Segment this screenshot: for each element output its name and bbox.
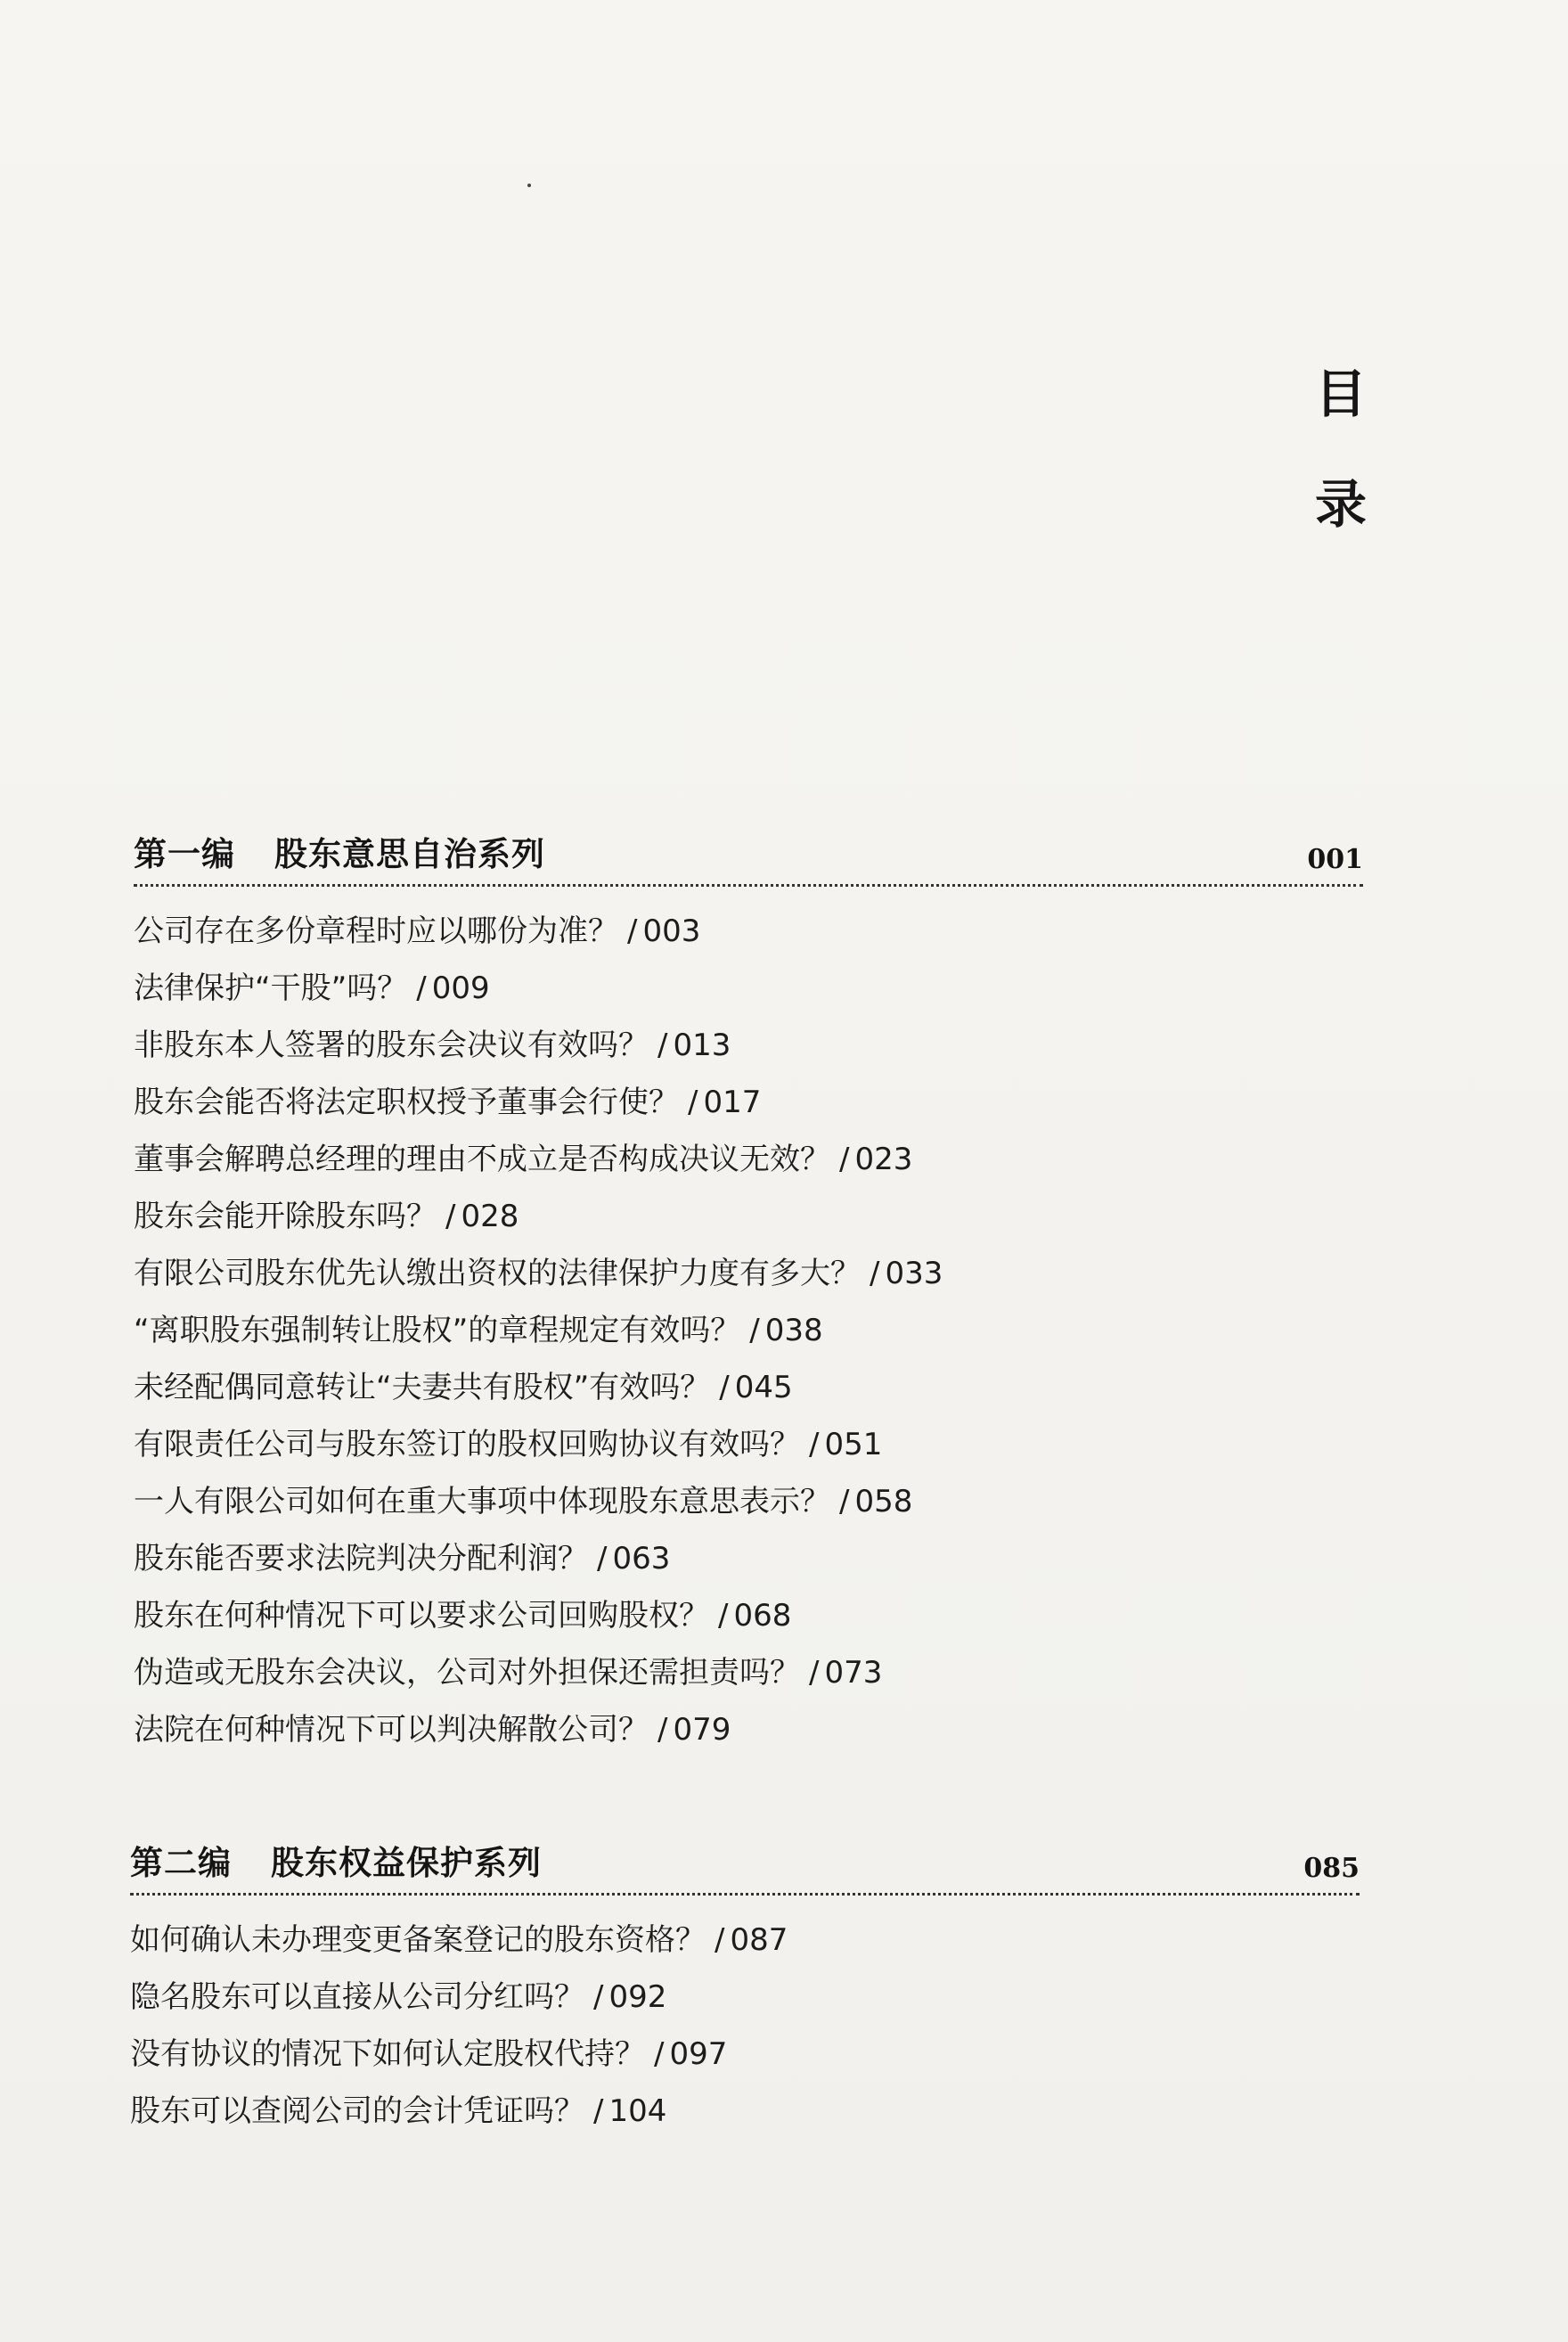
entry-page: 073 bbox=[824, 1655, 883, 1691]
toc-entry[interactable] bbox=[134, 1701, 1363, 1758]
section-title bbox=[134, 827, 545, 875]
toc-entry[interactable] bbox=[134, 1416, 1363, 1473]
toc-entry[interactable] bbox=[130, 1969, 1360, 2026]
toc-entry[interactable] bbox=[134, 1359, 1363, 1416]
toc-entry[interactable] bbox=[134, 1473, 1363, 1530]
entry-separator: / bbox=[749, 1313, 760, 1348]
entry-separator: / bbox=[593, 2093, 604, 2129]
toc-entry[interactable] bbox=[134, 1587, 1363, 1644]
entry-page: 003 bbox=[642, 913, 701, 949]
toc-entry[interactable] bbox=[134, 960, 1363, 1017]
toc-entry[interactable] bbox=[130, 2083, 1360, 2140]
entry-separator: / bbox=[839, 1484, 850, 1519]
entry-separator: / bbox=[719, 1370, 730, 1405]
entry-title: 如何确认未办理变更备案登记的股东资格？ bbox=[130, 1922, 706, 1958]
entry-page: 017 bbox=[703, 1085, 762, 1120]
entry-title: 有限公司股东优先认缴出资权的法律保护力度有多大？ bbox=[134, 1256, 861, 1291]
entry-separator: / bbox=[654, 2036, 665, 2072]
toc-title-char-1: 目 bbox=[1314, 364, 1367, 424]
toc-list bbox=[130, 1912, 1360, 2140]
toc-entry[interactable] bbox=[130, 1912, 1360, 1969]
entry-title: 隐名股东可以直接从公司分红吗？ bbox=[130, 1979, 584, 2015]
entry-separator: / bbox=[657, 1028, 668, 1063]
entry-page: 038 bbox=[764, 1313, 823, 1348]
section-name: 股东意思自治系列 bbox=[274, 835, 545, 873]
toc-entry[interactable] bbox=[134, 1074, 1363, 1131]
entry-page: 013 bbox=[673, 1028, 731, 1063]
section-1 bbox=[134, 827, 1363, 1758]
entry-page: 051 bbox=[824, 1427, 883, 1462]
toc-entry[interactable] bbox=[134, 1530, 1363, 1587]
entry-title: 股东会能否将法定职权授予董事会行使？ bbox=[134, 1085, 679, 1120]
entry-separator: / bbox=[593, 1979, 604, 2015]
entry-separator: / bbox=[657, 1712, 668, 1748]
entry-page: 087 bbox=[730, 1922, 788, 1958]
entry-title: 法律保护“干股”吗？ bbox=[134, 970, 408, 1006]
entry-separator: / bbox=[809, 1427, 820, 1462]
entry-separator: / bbox=[718, 1598, 729, 1634]
dotted-divider bbox=[130, 1893, 1360, 1896]
entry-title: 法院在何种情况下可以判决解散公司？ bbox=[134, 1712, 649, 1748]
entry-page: 068 bbox=[733, 1598, 792, 1634]
toc-title bbox=[1310, 339, 1372, 560]
toc-entry[interactable] bbox=[134, 1245, 1363, 1302]
section-label: 第一编 bbox=[134, 835, 235, 873]
section-page-number: 085 bbox=[1303, 1853, 1360, 1884]
print-speck bbox=[527, 184, 531, 187]
entry-page: 063 bbox=[612, 1541, 671, 1576]
entry-title: 没有协议的情况下如何认定股权代持？ bbox=[130, 2036, 645, 2072]
section-name: 股东权益保护系列 bbox=[271, 1844, 542, 1882]
entry-page: 104 bbox=[608, 2093, 667, 2129]
entry-separator: / bbox=[416, 970, 427, 1006]
section-header bbox=[130, 1836, 1360, 1893]
entry-separator: / bbox=[445, 1199, 456, 1234]
section-page-number: 001 bbox=[1307, 844, 1363, 875]
entry-separator: / bbox=[688, 1085, 698, 1120]
entry-page: 033 bbox=[885, 1256, 943, 1291]
toc-entry[interactable] bbox=[134, 1644, 1363, 1701]
entry-separator: / bbox=[715, 1922, 725, 1958]
entry-title: 有限责任公司与股东签订的股权回购协议有效吗？ bbox=[134, 1427, 800, 1462]
entry-page: 023 bbox=[854, 1142, 913, 1177]
entry-title: 一人有限公司如何在重大事项中体现股东意思表示？ bbox=[134, 1484, 830, 1519]
entry-separator: / bbox=[597, 1541, 608, 1576]
entry-title: 伪造或无股东会决议，公司对外担保还需担责吗？ bbox=[134, 1655, 800, 1691]
entry-title: 未经配偶同意转让“夫妻共有股权”有效吗？ bbox=[134, 1370, 711, 1405]
entry-page: 009 bbox=[431, 970, 490, 1006]
toc-title-char-2: 录 bbox=[1314, 474, 1367, 535]
entry-title: 非股东本人签署的股东会决议有效吗？ bbox=[134, 1028, 649, 1063]
toc-entry[interactable] bbox=[134, 1188, 1363, 1245]
entry-page: 097 bbox=[669, 2036, 728, 2072]
entry-title: 公司存在多份章程时应以哪份为准？ bbox=[134, 913, 618, 949]
toc-entry[interactable] bbox=[134, 1017, 1363, 1074]
entry-separator: / bbox=[809, 1655, 820, 1691]
section-label: 第二编 bbox=[130, 1844, 232, 1882]
section-title bbox=[130, 1836, 542, 1884]
entry-title: 股东会能开除股东吗？ bbox=[134, 1199, 437, 1234]
toc-list bbox=[134, 903, 1363, 1758]
entry-page: 058 bbox=[854, 1484, 913, 1519]
entry-separator: / bbox=[839, 1142, 850, 1177]
toc-entry[interactable] bbox=[130, 2026, 1360, 2083]
entry-title: 股东能否要求法院判决分配利润？ bbox=[134, 1541, 588, 1576]
toc-entry[interactable] bbox=[134, 903, 1363, 960]
dotted-divider bbox=[134, 884, 1363, 887]
entry-page: 092 bbox=[608, 1979, 667, 2015]
entry-page: 028 bbox=[461, 1199, 519, 1234]
entry-title: 股东在何种情况下可以要求公司回购股权？ bbox=[134, 1598, 709, 1634]
entry-separator: / bbox=[627, 913, 638, 949]
toc-entry[interactable] bbox=[134, 1131, 1363, 1188]
entry-title: 董事会解聘总经理的理由不成立是否构成决议无效？ bbox=[134, 1142, 830, 1177]
entry-page: 079 bbox=[673, 1712, 731, 1748]
entry-page: 045 bbox=[734, 1370, 793, 1405]
toc-entry[interactable] bbox=[134, 1302, 1363, 1359]
section-2 bbox=[130, 1836, 1360, 2140]
entry-title: 股东可以查阅公司的会计凭证吗？ bbox=[130, 2093, 584, 2129]
section-header bbox=[134, 827, 1363, 884]
entry-separator: / bbox=[870, 1256, 880, 1291]
entry-title: “离职股东强制转让股权”的章程规定有效吗？ bbox=[134, 1313, 741, 1348]
